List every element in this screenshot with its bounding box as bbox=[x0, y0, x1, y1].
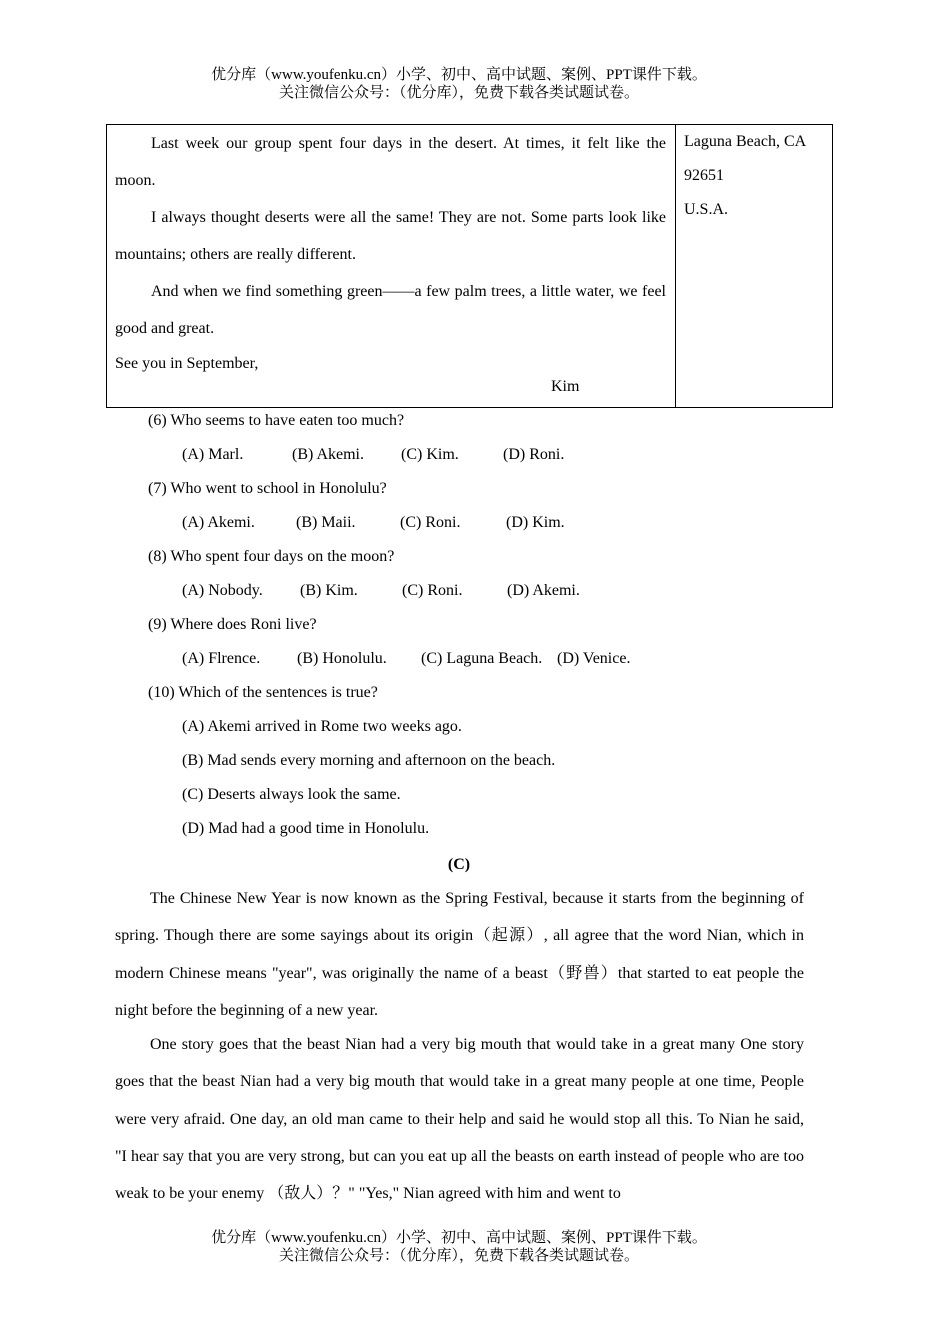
option: (D) Roni. bbox=[503, 446, 565, 463]
question-7: (7) Who went to school in Honolulu? bbox=[148, 480, 387, 497]
letter-signature: Kim bbox=[551, 378, 580, 395]
letter-paragraph: And when we find something green——a few palm trees, a little water, we feel good and great. bbox=[115, 283, 666, 337]
question-7-options bbox=[148, 506, 630, 540]
page-header bbox=[0, 66, 918, 102]
option: (A) Akemi. bbox=[182, 514, 255, 531]
option: (D) Kim. bbox=[506, 514, 565, 531]
section-c-passage bbox=[115, 880, 804, 1213]
letter-paragraph: I always thought deserts were all the same! They are not. Some parts look like mountains; others are really different. bbox=[115, 209, 666, 263]
header-line-2: 关注微信公众号：（优分库），免费下载各类试题试卷。 bbox=[278, 85, 639, 101]
question-8: (8) Who spent four days on the moon? bbox=[148, 548, 395, 565]
postcard-box bbox=[106, 124, 833, 408]
option: (B) Maii. bbox=[296, 514, 356, 531]
option: (A) Flrence. bbox=[182, 650, 261, 667]
question-10-option-a: (A) Akemi arrived in Rome two weeks ago. bbox=[182, 718, 462, 735]
question-6: (6) Who seems to have eaten too much? bbox=[148, 412, 405, 429]
question-list bbox=[148, 404, 630, 846]
option: (C) Roni. bbox=[400, 514, 461, 531]
option: (C) Laguna Beach. bbox=[421, 650, 543, 667]
passage-paragraph: One story goes that the beast Nian had a very big mouth that would take in a great many One story goes that the beast Nian had a very big mouth that would take in a great many people at one time, People were very afraid. One day, an old man came to their help and said he would stop all this. To Nian he said, "I hear say that you are very strong, but can you eat up all the beasts on earth instead of people who are too weak to be your enemy （敌人）？" "Yes," Nian agreed with him and went to bbox=[115, 1036, 804, 1203]
question-6-options bbox=[148, 438, 630, 472]
option: (B) Kim. bbox=[300, 582, 358, 599]
address-line: 92651 bbox=[684, 167, 724, 184]
question-9-options bbox=[148, 642, 630, 676]
option: (B) Honolulu. bbox=[297, 650, 387, 667]
header-line-1: 优分库（www.youfenku.cn）小学、初中、高中试题、案例、PPT课件下载。 bbox=[211, 67, 707, 83]
letter-paragraph: Last week our group spent four days in the desert. At times, it felt like the moon. bbox=[115, 135, 666, 189]
passage-paragraph: The Chinese New Year is now known as the Spring Festival, because it starts from the beginning of spring. Though there are some sayings about its origin（起源）, all agree that the word Nian, which in modern Chinese means "year", was originally the name of a beast（野兽）that started to eat people the night before the beginning of a new year. bbox=[115, 890, 804, 1019]
address-line: Laguna Beach, CA bbox=[684, 133, 807, 150]
option: (B) Akemi. bbox=[292, 446, 364, 463]
postcard-address bbox=[684, 125, 806, 227]
section-c-title: (C) bbox=[447, 856, 471, 873]
option: (A) Marl. bbox=[182, 446, 244, 463]
option: (D) Venice. bbox=[557, 650, 631, 667]
postcard-letter bbox=[115, 125, 666, 395]
question-10-option-d: (D) Mad had a good time in Honolulu. bbox=[182, 820, 430, 837]
question-10-option-c: (C) Deserts always look the same. bbox=[182, 786, 401, 803]
letter-closing: See you in September, bbox=[115, 355, 259, 372]
option: (D) Akemi. bbox=[507, 582, 580, 599]
question-10-option-b: (B) Mad sends every morning and afternoon on the beach. bbox=[182, 752, 556, 769]
option: (C) Roni. bbox=[402, 582, 463, 599]
question-9: (9) Where does Roni live? bbox=[148, 616, 317, 633]
page-footer bbox=[0, 1229, 918, 1265]
postcard-divider bbox=[675, 125, 676, 407]
question-10: (10) Which of the sentences is true? bbox=[148, 684, 378, 701]
option: (A) Nobody. bbox=[182, 582, 263, 599]
footer-line-1: 优分库（www.youfenku.cn）小学、初中、高中试题、案例、PPT课件下载。 bbox=[211, 1230, 707, 1246]
address-line: U.S.A. bbox=[684, 201, 729, 218]
option: (C) Kim. bbox=[401, 446, 459, 463]
footer-line-2: 关注微信公众号：（优分库），免费下载各类试题试卷。 bbox=[278, 1248, 639, 1264]
question-8-options bbox=[148, 574, 630, 608]
